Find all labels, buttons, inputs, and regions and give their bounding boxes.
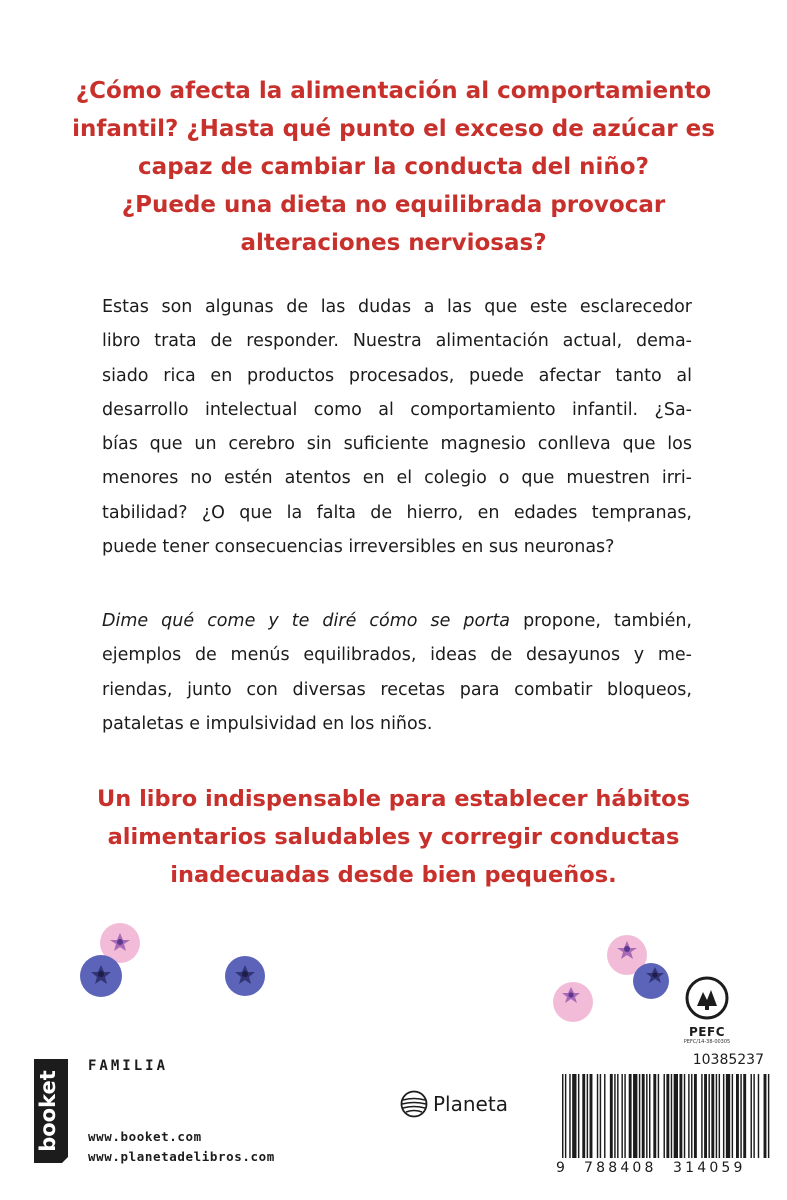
headline-questions xyxy=(60,72,727,262)
pink-berry-icon xyxy=(551,980,595,1024)
booket-logo-icon xyxy=(28,1055,72,1167)
paragraph-line: desarrollo intelectual como al comportamiento infantil. ¿Sa- xyxy=(102,399,692,420)
blueberry-icon xyxy=(631,961,671,1001)
paragraph-line-rest: propone, también, xyxy=(510,611,692,631)
headline-line: alteraciones nerviosas? xyxy=(240,230,547,256)
closing-tagline xyxy=(60,780,727,894)
isbn-first-digit: 9 xyxy=(556,1160,565,1176)
tagline-line: Un libro indispensable para establecer hábitos xyxy=(96,786,691,812)
headline-line: ¿Cómo afecta la alimentación al comportamiento xyxy=(75,78,712,104)
pefc-code: PEFC/14-38-00305 xyxy=(683,1039,731,1045)
barcode-block xyxy=(556,1052,774,1176)
publisher-urls xyxy=(88,1127,275,1167)
url-planetadelibros: www.planetadelibros.com xyxy=(88,1149,275,1164)
isbn-right-group: 314059 xyxy=(673,1160,746,1176)
tagline-line: inadecuadas desde bien pequeños. xyxy=(170,862,617,888)
paragraph-line xyxy=(102,604,692,638)
description-paragraph-1 xyxy=(102,290,692,564)
isbn-left-group: 788408 xyxy=(584,1160,657,1176)
planeta-globe-icon xyxy=(400,1090,428,1118)
isbn-digits xyxy=(556,1160,774,1180)
headline-line: capaz de cambiar la conducta del niño? xyxy=(138,154,649,180)
headline-line: infantil? ¿Hasta qué punto el exceso de azúcar es xyxy=(72,116,715,142)
barcode-icon xyxy=(556,1072,774,1160)
blueberry-icon xyxy=(78,953,124,999)
paragraph-line: pataletas e impulsividad en los niños. xyxy=(102,713,433,734)
paragraph-line: siado rica en productos procesados, puede afectar tanto al xyxy=(102,365,692,386)
paragraph-line: Estas son algunas de las dudas a las que este esclarecedor xyxy=(102,297,692,317)
headline-line: ¿Puede una dieta no equilibrada provocar xyxy=(121,192,666,218)
category-label: FAMILIA xyxy=(88,1058,169,1074)
booket-logo-text: booket xyxy=(36,1070,60,1152)
barcode-number: 10385237 xyxy=(692,1052,764,1068)
paragraph-line: tabilidad? ¿O que la falta de hierro, en edades tempranas, xyxy=(102,502,692,523)
paragraph-line: libro trata de responder. Nuestra alimentación actual, dema- xyxy=(102,331,692,352)
planeta-logo xyxy=(400,1090,508,1118)
paragraph-line: menores no estén atentos en el colegio o que muestren irri- xyxy=(102,468,692,489)
blueberry-icon xyxy=(223,954,267,998)
pefc-tree-icon xyxy=(685,976,729,1020)
paragraph-line: ejemplos de menús equilibrados, ideas de desayunos y me- xyxy=(102,645,692,666)
url-booket: www.booket.com xyxy=(88,1129,202,1144)
tagline-line: alimentarios saludables y corregir conductas xyxy=(107,824,680,850)
paragraph-line: puede tener consecuencias irreversibles en sus neuronas? xyxy=(102,537,615,558)
paragraph-line: bías que un cerebro sin suficiente magnesio conlleva que los xyxy=(102,434,692,455)
planeta-name: Planeta xyxy=(433,1092,508,1116)
pefc-label: PEFC xyxy=(689,1025,725,1039)
book-title-italic: Dime qué come y te diré cómo se porta xyxy=(102,611,511,631)
pefc-certification xyxy=(678,976,736,1045)
description-paragraph-2 xyxy=(102,604,692,741)
paragraph-line: riendas, junto con diversas recetas para combatir bloqueos, xyxy=(102,679,692,700)
